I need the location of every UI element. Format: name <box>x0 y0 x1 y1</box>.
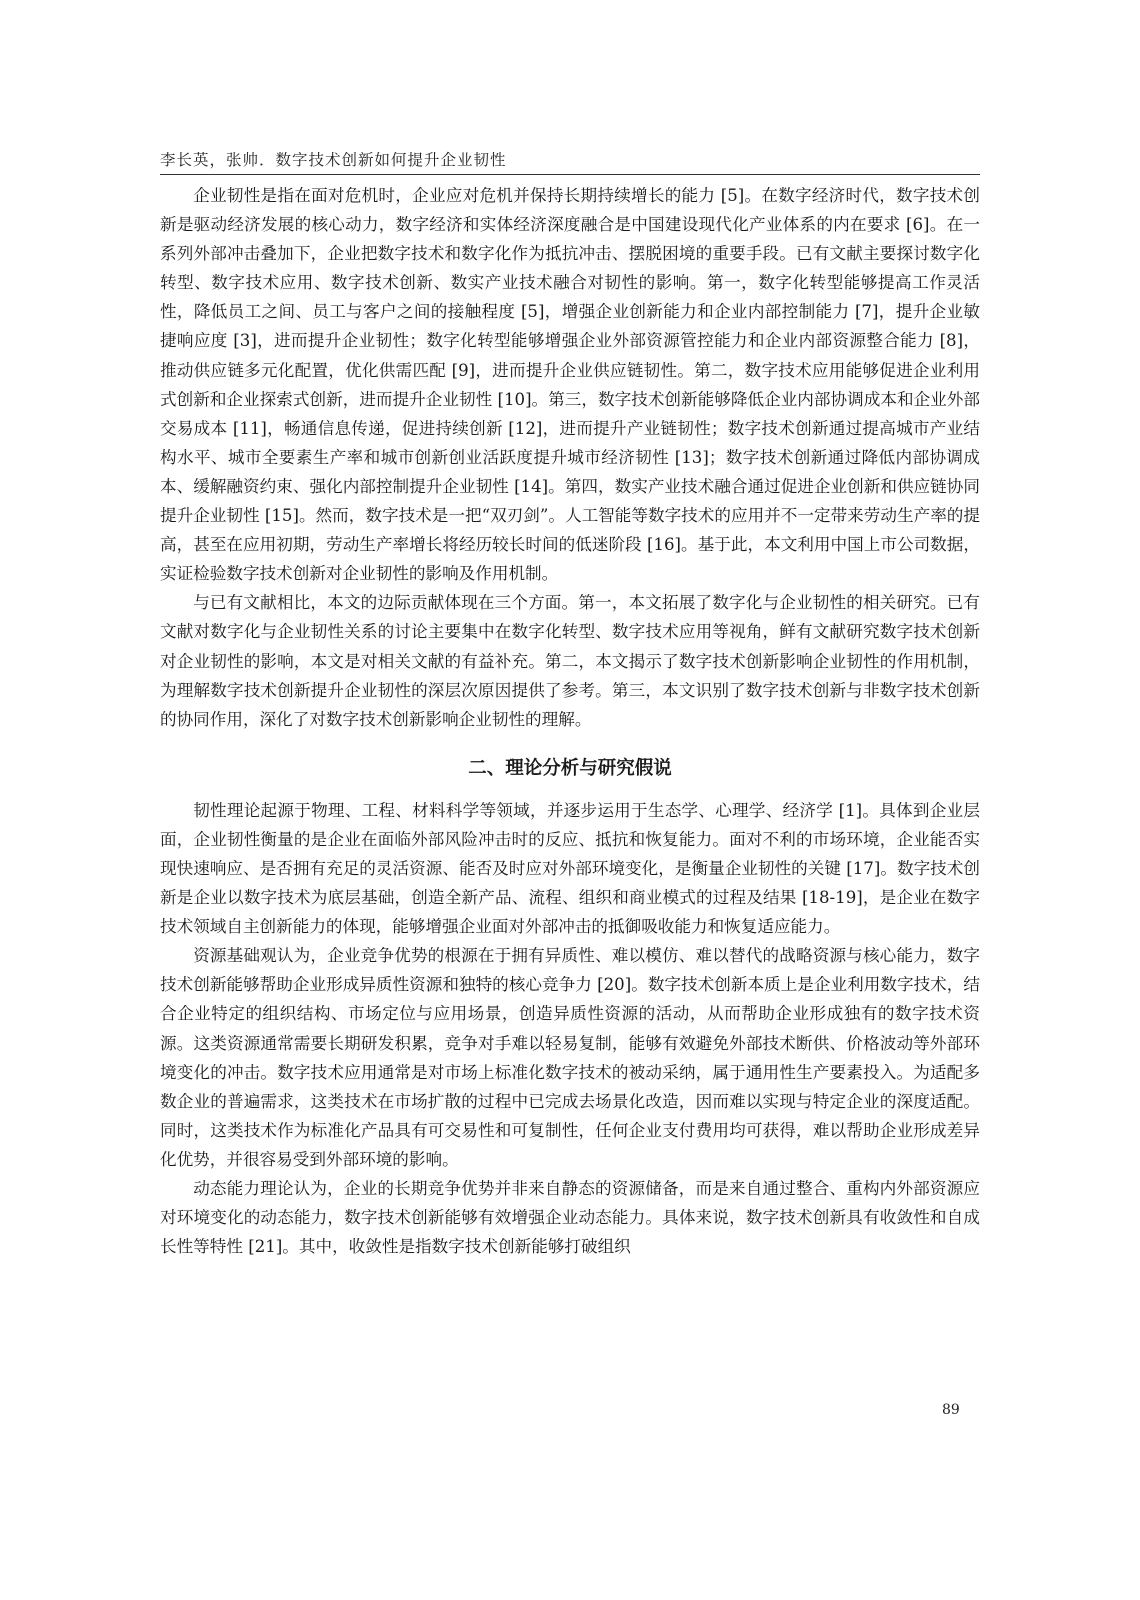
page-number: 89 <box>942 1402 960 1418</box>
body-text <box>160 181 980 1261</box>
paragraph-intro-literature: 企业韧性是指在面对危机时，企业应对危机并保持长期持续增长的能力 [5]。在数字经济时代，数字技术创新是驱动经济发展的核心动力，数字经济和实体经济深度融合是中国建设现代化产业体系的内在要求 [6]。在一系列外部冲击叠加下，企业把数字技术和数字化作为抵抗冲击、摆脱困境的重要手段。已有文献主要探讨数字化转型、数字技术应用、数字技术创新、数实产业技术融合对韧性的影响。第一，数字化转型能够提高工作灵活性，降低员工之间、员工与客户之间的接触程度 [5]，增强企业创新能力和企业内部控制能力 [7]，提升企业敏捷响应度 [3]，进而提升企业韧性；数字化转型能够增强企业外部资源管控能力和企业内部资源整合能力 [8]，推动供应链多元化配置，优化供需匹配 [9]，进而提升企业供应链韧性。第二，数字技术应用能够促进企业利用式创新和企业探索式创新，进而提升企业韧性 [10]。第三，数字技术创新能够降低企业内部协调成本和企业外部交易成本 [11]，畅通信息传递，促进持续创新 [12]，进而提升产业链韧性；数字技术创新通过提高城市产业结构水平、城市全要素生产率和城市创新创业活跃度提升城市经济韧性 [13]；数字技术创新通过降低内部协调成本、缓解融资约束、强化内部控制提升企业韧性 [14]。第四，数实产业技术融合通过促进企业创新和供应链协同提升企业韧性 [15]。然而，数字技术是一把“双刃剑”。人工智能等数字技术的应用并不一定带来劳动生产率的提高，甚至在应用初期，劳动生产率增长将经历较长时间的低迷阶段 [16]。基于此，本文利用中国上市公司数据，实证检验数字技术创新对企业韧性的影响及作用机制。 <box>160 186 980 584</box>
paragraph-resource-based-view: 资源基础观认为，企业竞争优势的根源在于拥有异质性、难以模仿、难以替代的战略资源与核心能力，数字技术创新能够帮助企业形成异质性资源和独特的核心竞争力 [20]。数字技术创新本质上是企业利用数字技术，结合企业特定的组织结构、市场定位与应用场景，创造异质性资源的活动，从而帮助企业形成独有的数字技术资源。这类资源通常需要长期研发积累，竞争对手难以轻易复制，能够有效避免外部技术断供、价格波动等外部环境变化的冲击。数字技术应用通常是对市场上标准化数字技术的被动采纳，属于通用性生产要素投入。为适配多数企业的普遍需求，这类技术在市场扩散的过程中已完成去场景化改造，因而难以实现与特定企业的深度适配。同时，这类技术作为标准化产品具有可交易性和可复制性，任何企业支付费用均可获得，难以帮助企业形成差异化优势，并很容易受到外部环境的影响。 <box>160 946 980 1169</box>
section-heading: 二、理论分析与研究假说 <box>468 757 672 779</box>
header-rule <box>160 174 980 175</box>
paragraph-resilience-theory: 韧性理论起源于物理、工程、材料科学等领域，并逐步运用于生态学、心理学、经济学 [1]。具体到企业层面，企业韧性衡量的是企业在面临外部风险冲击时的反应、抵抗和恢复能力。面对不利的市场环境，企业能否实现快速响应、是否拥有充足的灵活资源、能否及时应对外部环境变化，是衡量企业韧性的关键 [17]。数字技术创新是企业以数字技术为底层基础，创造全新产品、流程、组织和商业模式的过程及结果 [18-19]，是企业在数字技术领域自主创新能力的体现，能够增强企业面对外部冲击的抵御吸收能力和恢复适应能力。 <box>160 800 980 937</box>
paragraph-contributions: 与已有文献相比，本文的边际贡献体现在三个方面。第一，本文拓展了数字化与企业韧性的相关研究。已有文献对数字化与企业韧性关系的讨论主要集中在数字化转型、数字技术应用等视角，鲜有文献研究数字技术创新对企业韧性的影响，本文是对相关文献的有益补充。第二，本文揭示了数字技术创新影响企业韧性的作用机制，为理解数字技术创新提升企业韧性的深层次原因提供了参考。第三，本文识别了数字技术创新与非数字技术创新的协同作用，深化了对数字技术创新影响企业韧性的理解。 <box>160 593 980 729</box>
running-header: 李长英，张帅．数字技术创新如何提升企业韧性 <box>160 151 507 169</box>
paragraph-dynamic-capability: 动态能力理论认为，企业的长期竞争优势并非来自静态的资源储备，而是来自通过整合、重构内外部资源应对环境变化的动态能力，数字技术创新能够有效增强企业动态能力。具体来说，数字技术创新具有收敛性和自成长性等特性 [21]。其中，收敛性是指数字技术创新能够打破组织 <box>160 1179 980 1257</box>
